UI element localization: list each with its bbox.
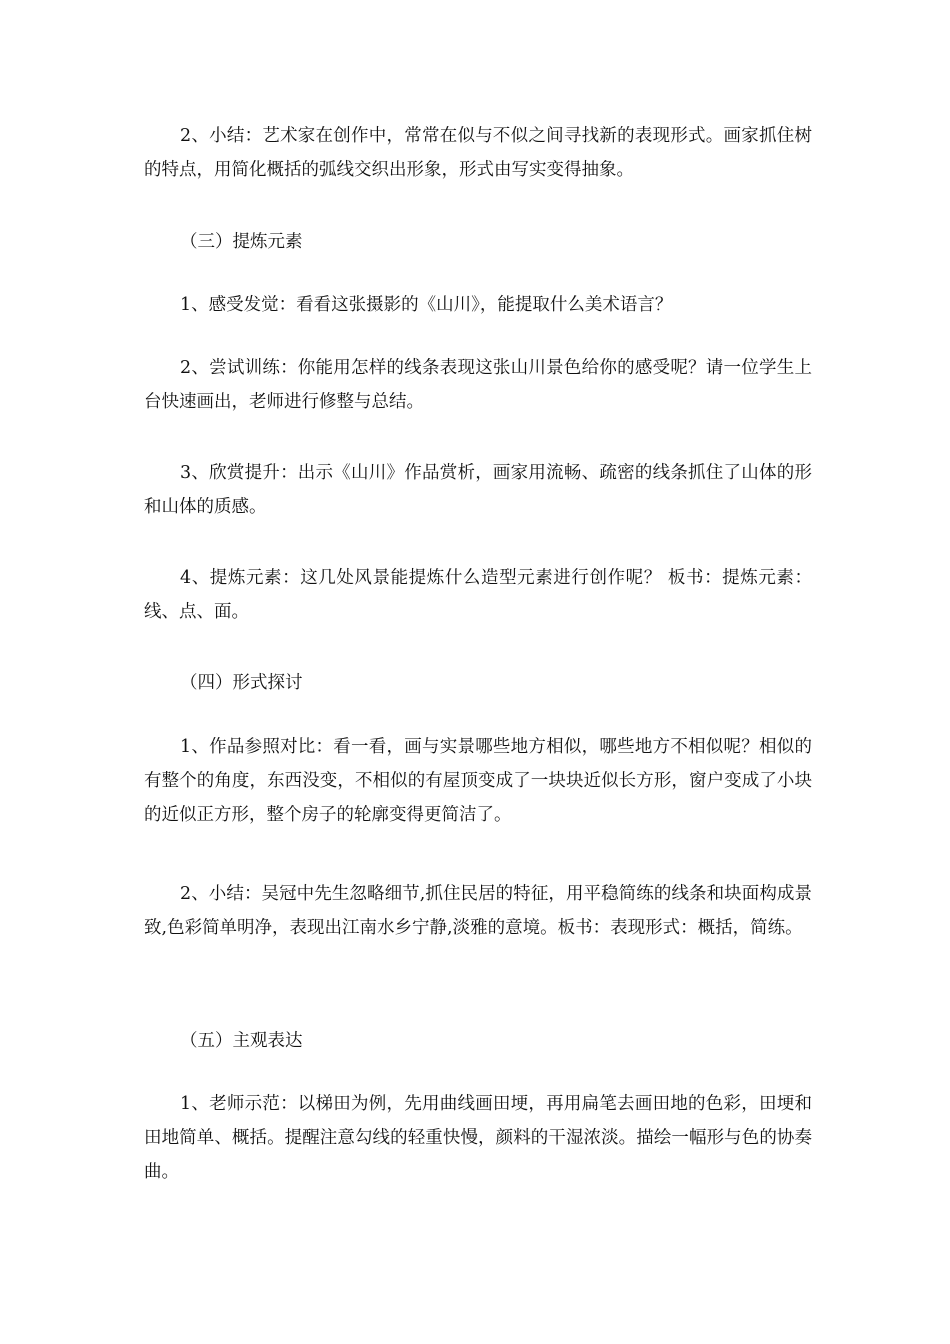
paragraph-step-2: 2、尝试训练：你能用怎样的线条表现这张山川景色给你的感受呢？请一位学生上台快速画出，老师进行修整与总结。 [144, 358, 812, 412]
section-heading-5: （五）主观表达 [180, 1031, 303, 1051]
paragraph-step-4: 4、提炼元素：这几处风景能提炼什么造型元素进行创作呢？ 板书：提炼元素：线、点、面。 [144, 568, 812, 622]
paragraph-teacher-demo: 1、老师示范：以梯田为例，先用曲线画田埂，再用扁笔去画田地的色彩，田埂和田地简单、概括。提醒注意勾线的轻重快慢，颜料的干湿浓淡。描绘一幅形与色的协奏曲。 [144, 1094, 812, 1182]
section-heading-3: （三）提炼元素 [180, 232, 303, 252]
section-heading-4: （四）形式探讨 [180, 673, 303, 693]
paragraph-summary-1: 2、小结：艺术家在创作中，常常在似与不似之间寻找新的表现形式。画家抓住树的特点，用简化概括的弧线交织出形象，形式由写实变得抽象。 [144, 126, 812, 180]
paragraph-comparison: 1、作品参照对比：看一看，画与实景哪些地方相似，哪些地方不相似呢？相似的有整个的角度，东西没变，不相似的有屋顶变成了一块块近似长方形，窗户变成了小块的近似正方形，整个房子的轮廓变得更简洁了。 [144, 737, 812, 825]
paragraph-summary-2: 2、小结：吴冠中先生忽略细节,抓住民居的特征，用平稳简练的线条和块面构成景致,色彩简单明净，表现出江南水乡宁静,淡雅的意境。板书：表现形式：概括，简练。 [144, 884, 812, 938]
paragraph-step-1: 1、感受发觉：看看这张摄影的《山川》，能提取什么美术语言？ [180, 295, 673, 315]
paragraph-step-3: 3、欣赏提升：出示《山川》作品赏析，画家用流畅、疏密的线条抓住了山体的形和山体的质感。 [144, 463, 812, 517]
